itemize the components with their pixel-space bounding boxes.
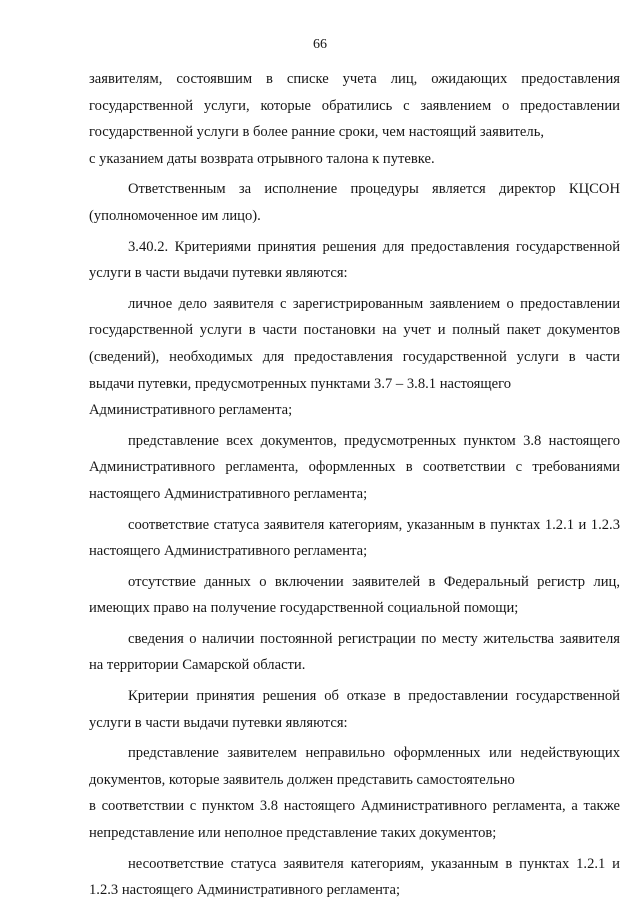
document-body [89, 66, 620, 904]
paragraph-11: несоответствие статуса заявителя категориям, указанным в пунктах 1.2.1 и 1.2.3 настоящего Административного регламента; [89, 855, 620, 899]
paragraph-4 [89, 291, 620, 424]
paragraph-10-last-line: в соответствии с пунктом 3.8 настоящего Административного регламента, а также непредставление или неполное представление таких документов; [89, 798, 620, 842]
page-number: 66 [313, 37, 327, 52]
paragraph-1-last-line: с указанием даты возврата отрывного талона к путевке. [89, 150, 435, 167]
paragraph-4-text: личное дело заявителя с зарегистрированным заявлением о предоставлении государственной услуги в части постановки на учет и полный пакет документов (сведений), необходимых для предоставления государственной услуги в части выдачи путевки, предусмотренных пунктами 3.7 – 3.8.1 настоящего [89, 295, 620, 392]
paragraph-10-text: представление заявителем неправильно оформленных или недействующих документов, которые заявитель должен представить самостоятельно [89, 745, 620, 788]
paragraph-1 [89, 66, 620, 172]
paragraph-3: 3.40.2. Критериями принятия решения для предоставления государственной услуги в части выдачи путевки являются: [89, 238, 620, 282]
paragraph-7: отсутствие данных о включении заявителей в Федеральный регистр лиц, имеющих право на получение государственной социальной помощи; [89, 573, 620, 617]
paragraph-8: сведения о наличии постоянной регистрации по месту жительства заявителя на территории Самарской области. [89, 630, 620, 674]
paragraph-2: Ответственным за исполнение процедуры является директор КЦСОН (уполномоченное им лицо). [89, 181, 620, 224]
paragraph-6: соответствие статуса заявителя категориям, указанным в пунктах 1.2.1 и 1.2.3 настоящего Административного регламента; [89, 516, 620, 560]
paragraph-9: Критерии принятия решения об отказе в предоставлении государственной услуги в части выдачи путевки являются: [89, 688, 620, 731]
paragraph-5: представление всех документов, предусмотренных пунктом 3.8 настоящего Административного регламента, оформленных в соответствии с требованиями настоящего Административного регламента; [89, 432, 620, 502]
paragraph-1-text: заявителям, состоявшим в списке учета лиц, ожидающих предоставления государственной услуги, которые обратились с заявлением о предоставлении государственной услуги в более ранние сроки, чем настоящий заявитель, [89, 71, 620, 141]
paragraph-4-last-line: Административного регламента; [89, 402, 293, 419]
paragraph-10 [89, 740, 620, 846]
